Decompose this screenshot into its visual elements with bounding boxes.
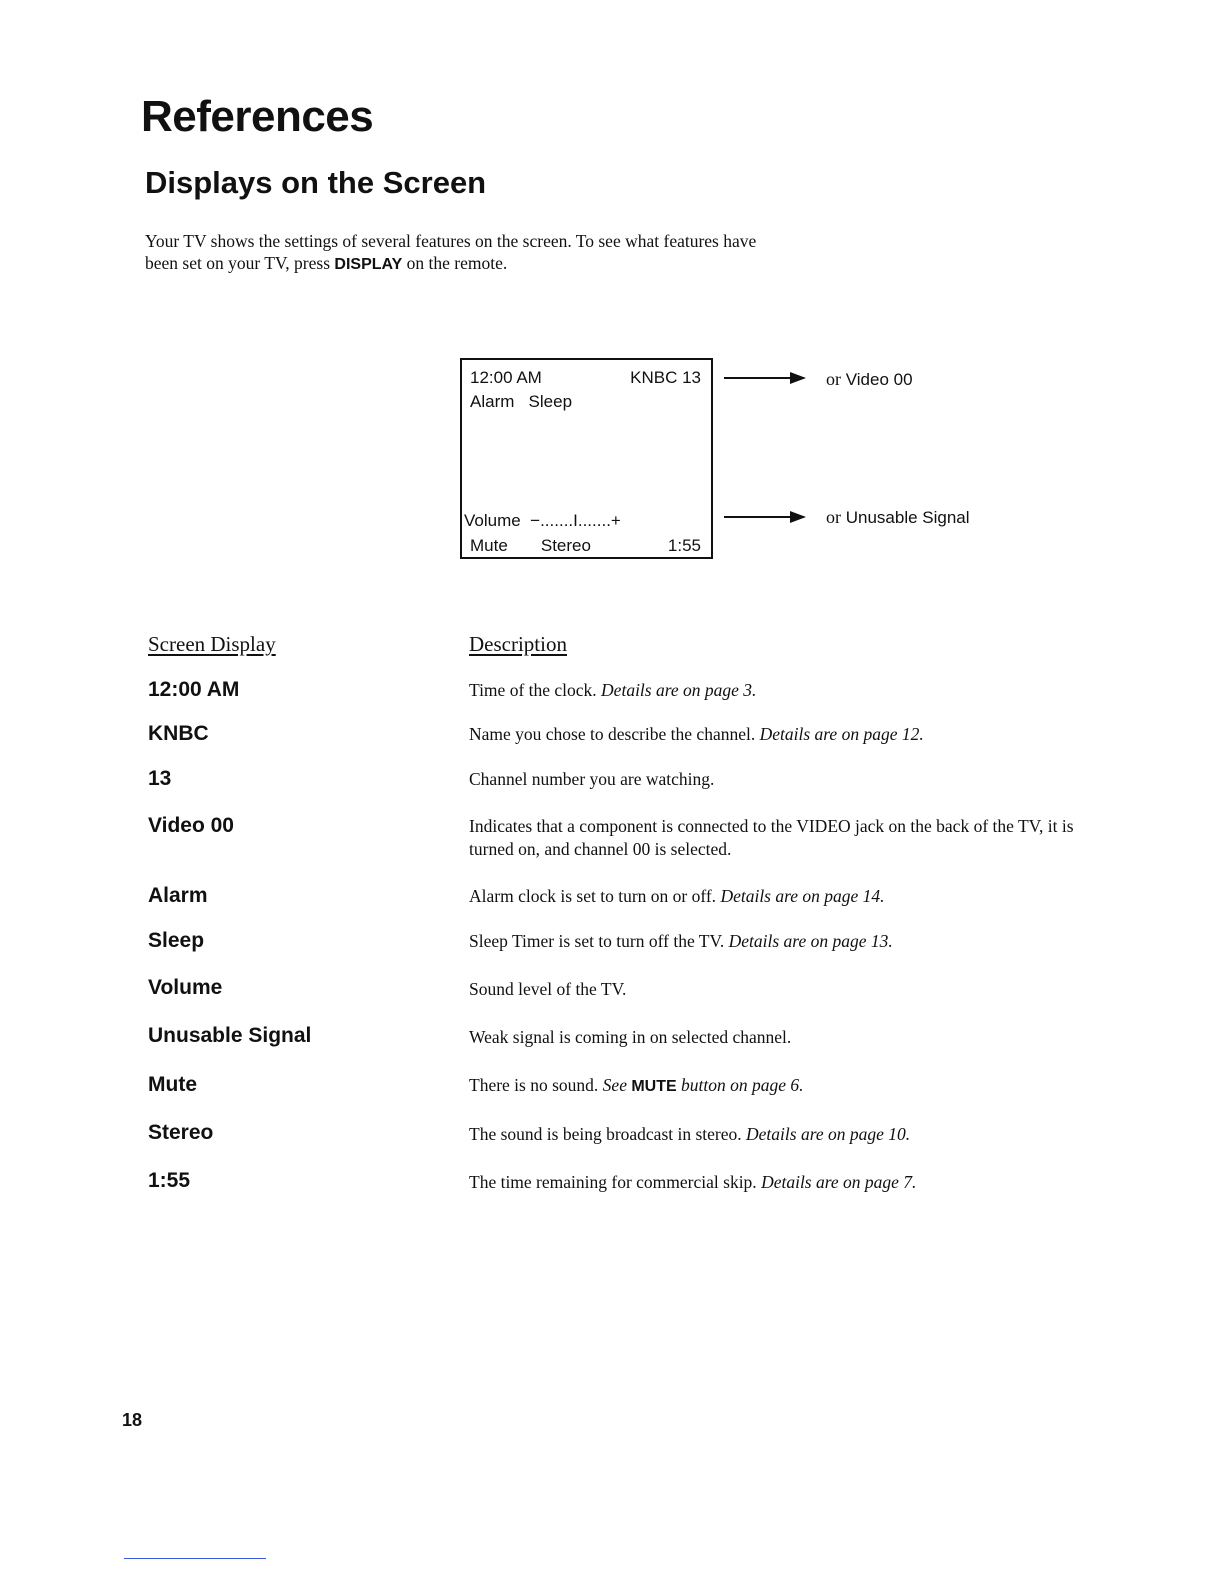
screen-volume: Volume −.......I.......+ (464, 511, 621, 530)
column-header-screen-display: Screen Display (148, 632, 276, 656)
term-countdown: 1:55 (148, 1169, 191, 1192)
desc-volume: Sound level of the TV. (469, 979, 627, 999)
callout-bottom-or: or (826, 507, 841, 527)
desc-video: Indicates that a component is connected to the VIDEO jack on the back of the TV, it is turned on, and channel 00 is selected. (469, 816, 1074, 859)
footer-rule (124, 1558, 266, 1559)
desc-countdown: The time remaining for commercial skip. Details are on page 7. (469, 1172, 917, 1192)
tv-screen-diagram (460, 358, 713, 559)
section-title: Displays on the Screen (145, 165, 487, 200)
screen-countdown: 1:55 (667, 536, 701, 555)
callout-top-or: or (826, 369, 841, 389)
display-button-label: DISPLAY (334, 256, 403, 273)
callout-top-label: Video 00 (845, 370, 913, 389)
term-time: 12:00 AM (148, 678, 240, 701)
intro-text-after: on the remote. (402, 253, 508, 273)
screen-channel: KNBC 13 (630, 368, 701, 387)
term-13: 13 (148, 767, 172, 790)
desc-unusable-signal: Weak signal is coming in on selected channel. (469, 1027, 792, 1047)
term-unusable-signal: Unusable Signal (148, 1024, 312, 1047)
desc-knbc: Name you chose to describe the channel. Details are on page 12. (469, 724, 924, 744)
term-knbc: KNBC (148, 722, 209, 745)
term-alarm: Alarm (148, 884, 208, 907)
screen-mute-stereo: Mute Stereo (470, 536, 591, 555)
desc-alarm: Alarm clock is set to turn on or off. Details are on page 14. (469, 886, 885, 906)
desc-mute: There is no sound. See MUTE button on page 6. (469, 1075, 804, 1095)
screen-time: 12:00 AM (470, 368, 542, 387)
term-video: Video 00 (148, 814, 234, 837)
term-volume: Volume (148, 976, 223, 999)
term-sleep: Sleep (148, 929, 205, 952)
intro-paragraph (145, 230, 785, 276)
callout-unusable (826, 507, 970, 528)
term-mute: Mute (148, 1073, 197, 1096)
column-header-description: Description (469, 632, 567, 656)
arrow-top (724, 377, 804, 379)
term-stereo: Stereo (148, 1121, 214, 1144)
desc-time: Time of the clock. Details are on page 3. (469, 680, 757, 700)
page-title: References (141, 92, 374, 141)
desc-sleep: Sleep Timer is set to turn off the TV. Details are on page 13. (469, 931, 893, 951)
intro-text-before: Your TV shows the settings of several features on the screen. To see what features have been set on your TV, press (145, 231, 757, 273)
arrow-bottom (724, 516, 804, 518)
callout-bottom-label: Unusable Signal (845, 508, 970, 527)
callout-video (826, 369, 913, 390)
page-number: 18 (122, 1410, 143, 1430)
desc-13: Channel number you are watching. (469, 769, 715, 789)
screen-alarm-sleep: Alarm Sleep (470, 392, 573, 411)
desc-stereo: The sound is being broadcast in stereo. Details are on page 10. (469, 1124, 911, 1144)
